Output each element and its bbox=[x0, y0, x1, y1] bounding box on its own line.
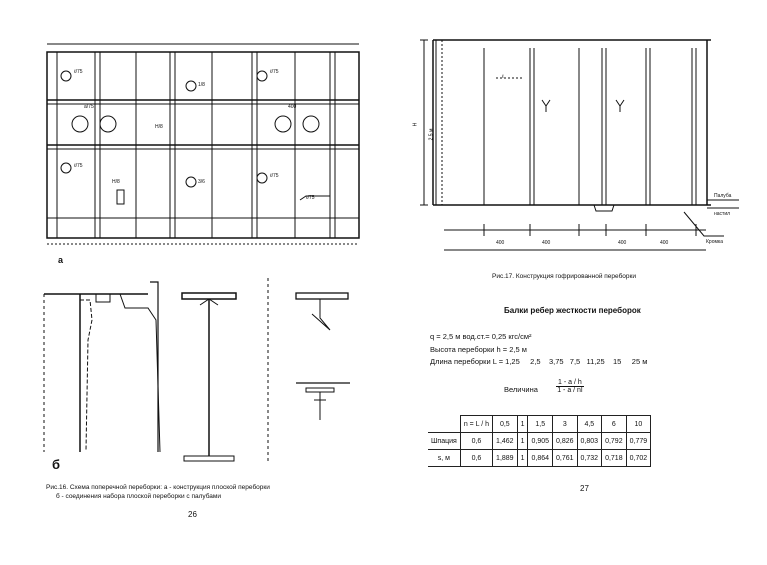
table-header-cell: 10 bbox=[626, 416, 651, 433]
table-cell: 0,6 bbox=[460, 450, 492, 467]
dim-label: ℓ bbox=[502, 74, 504, 80]
table-cell: Шпация bbox=[428, 433, 460, 450]
dim-label: 400 bbox=[660, 240, 669, 246]
dim-label: 400 bbox=[542, 240, 551, 246]
tag-label: ℓ/75 bbox=[306, 195, 315, 201]
table-cell: 0,718 bbox=[602, 450, 627, 467]
param-height: Высота переборки h = 2,5 м bbox=[430, 345, 527, 354]
value-label: Величина bbox=[504, 385, 538, 394]
fig-a-label: а bbox=[58, 255, 64, 265]
table-cell: 1,889 bbox=[493, 450, 518, 467]
stiffener-table bbox=[428, 415, 651, 467]
table-cell: 0,761 bbox=[553, 450, 578, 467]
table-cell: 0,803 bbox=[577, 433, 602, 450]
dim-label: Кромка bbox=[706, 239, 723, 245]
dim-label: а/75 bbox=[84, 104, 94, 110]
table-cell: 1,462 bbox=[493, 433, 518, 450]
fig-b-label: б bbox=[52, 457, 61, 472]
dim-label: 2,5 м bbox=[428, 128, 435, 141]
dim-label: Н/8 bbox=[112, 179, 120, 185]
section-title: Балки ребер жесткости переборок bbox=[504, 306, 641, 315]
table-header-cell: 3 bbox=[553, 416, 578, 433]
table-header-row bbox=[428, 416, 651, 433]
table-row bbox=[428, 450, 651, 467]
table-cell: 0,905 bbox=[528, 433, 553, 450]
table-header-cell: 1,5 bbox=[528, 416, 553, 433]
dim-label: Н bbox=[412, 122, 419, 127]
table-row bbox=[428, 433, 651, 450]
tag-label: 1/8 bbox=[198, 82, 205, 88]
table-cell: 0,779 bbox=[626, 433, 651, 450]
tag-label: Н/8 bbox=[155, 124, 163, 130]
tag-label: ℓ/75 bbox=[74, 163, 83, 169]
table-cell: 0,702 bbox=[626, 450, 651, 467]
fig16-drawing bbox=[0, 0, 383, 565]
tag-label: ℓ/75 bbox=[74, 69, 83, 75]
table-cell: 0,732 bbox=[577, 450, 602, 467]
table-cell: 1 bbox=[517, 433, 528, 450]
fig16-caption-line1: Рис.16. Схема поперечной переборки: а - конструкция плоской переборки bbox=[46, 484, 270, 491]
fig17-drawing bbox=[384, 0, 767, 268]
param-length: Длина переборки L = 1,25 2,5 3,75 7,5 11,25 15 25 м bbox=[430, 357, 648, 366]
table-header-cell: 6 bbox=[602, 416, 627, 433]
page-number-left: 26 bbox=[188, 510, 197, 519]
tag-label: ℓ/75 bbox=[270, 173, 279, 179]
table-header-cell: 4,5 bbox=[577, 416, 602, 433]
left-page bbox=[0, 0, 383, 565]
dim-label: 400 bbox=[496, 240, 505, 246]
fraction-denominator: 1 - a / nl bbox=[557, 387, 583, 394]
page-number-right: 27 bbox=[580, 484, 589, 493]
dim-label: настил bbox=[714, 211, 731, 217]
dim-label: 400 bbox=[618, 240, 627, 246]
table-cell: 1 bbox=[517, 450, 528, 467]
tag-label: ℓ/75 bbox=[270, 69, 279, 75]
fraction-numerator: 1 - a / h bbox=[558, 379, 582, 386]
dim-label: 400 bbox=[288, 104, 297, 110]
table-header-cell: n = L / h bbox=[460, 416, 492, 433]
value-fraction bbox=[556, 379, 584, 394]
table-header-cell: 0,5 bbox=[493, 416, 518, 433]
right-page bbox=[384, 0, 767, 565]
table-cell: 0,864 bbox=[528, 450, 553, 467]
table-cell: 0,826 bbox=[553, 433, 578, 450]
fig16-caption-line2: б - соединения набора плоской переборки с палубами bbox=[56, 493, 222, 500]
table-cell: s, м bbox=[428, 450, 460, 467]
param-load: q = 2,5 м вод.ст.= 0,25 кгс/см² bbox=[430, 332, 532, 341]
fig17-caption: Рис.17. Конструкция гофрированной переборки bbox=[492, 273, 637, 280]
tag-label: 3/6 bbox=[198, 179, 205, 185]
table-cell: 0,792 bbox=[602, 433, 627, 450]
table-header-cell: 1 bbox=[517, 416, 528, 433]
table-cell: 0,6 bbox=[460, 433, 492, 450]
dim-label: Палуба bbox=[714, 193, 732, 199]
